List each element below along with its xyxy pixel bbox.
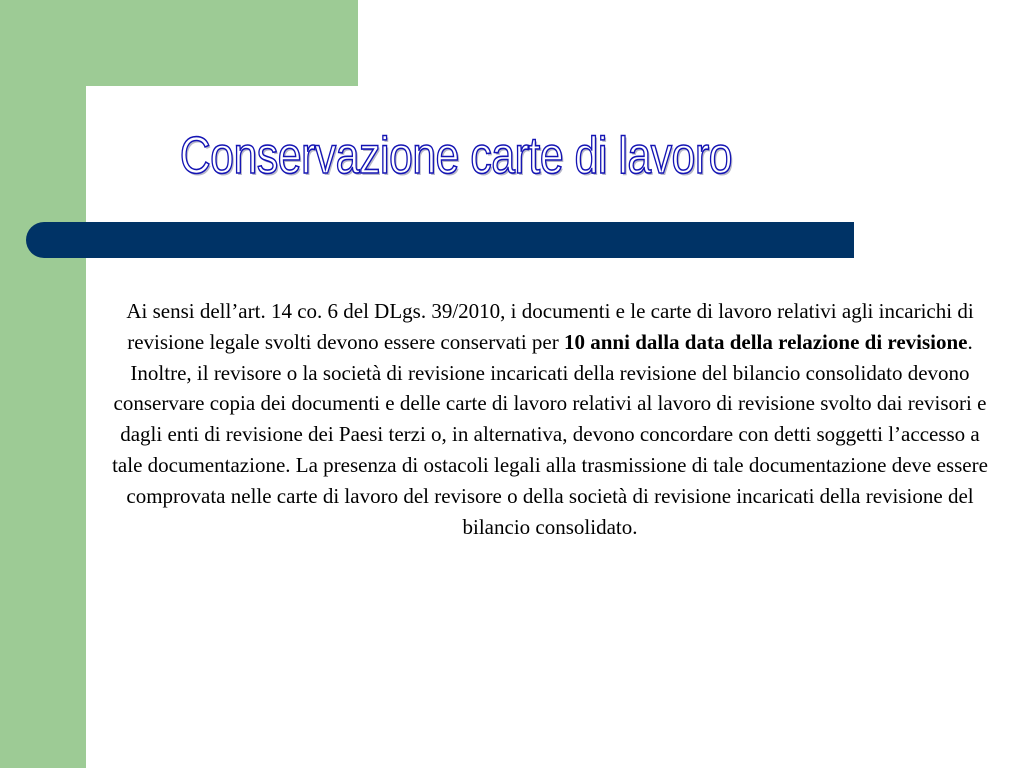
body-paragraph-1-text: Ai sensi dell’art. 14 co. 6 del DLgs. 39/2010, i documenti e le carte di lavoro relativi agli incarichi di revisione legale svolti devono essere conservati per [126, 299, 974, 354]
green-sidebar-decoration [0, 0, 86, 768]
body-paragraph-2: Inoltre, il revisore o la società di revisione incaricati della revisione del bilancio consolidato devono conservare copia dei documenti e delle carte di lavoro relativi al lavoro di revisione svolto dai revisori e dagli enti di revisione dei Paesi terzi o, in alternativa, devono concordare con detti soggetti l’accesso a tale documentazione. La presenza di ostacoli legali alla trasmissione di tale documentazione deve essere comprovata nelle carte di lavoro del revisore o della società di revisione incaricati della revisione del bilancio consolidato. [112, 360, 988, 539]
slide-title: Conservazione carte di lavoro [179, 127, 733, 185]
body-paragraph-1-bold: 10 anni dalla data della relazione di revisione [564, 329, 968, 354]
title-underline-bar [26, 222, 854, 258]
slide-body [112, 296, 988, 542]
body-paragraph-1-end: . [967, 329, 973, 354]
green-top-decoration [0, 0, 358, 86]
